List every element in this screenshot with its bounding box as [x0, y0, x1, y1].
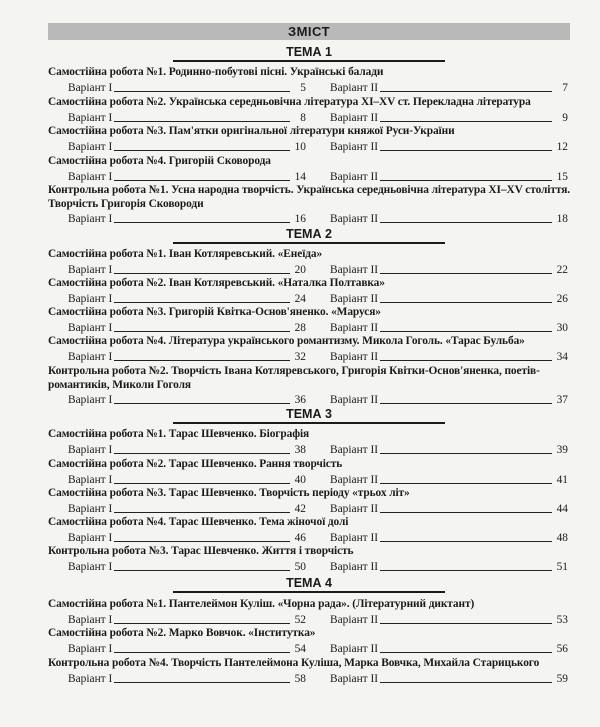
page-number: 8	[300, 111, 306, 124]
entry-title: Самостійна робота №2. Марко Вовчок. «Інститутка»	[48, 627, 316, 639]
entry-variants	[48, 672, 572, 686]
variant-2[interactable]: Варіант II 41	[330, 473, 568, 486]
entry-variants	[48, 170, 572, 184]
entry-title: Самостійна робота №1. Родинно-побутові пісні. Українські балади	[48, 66, 384, 78]
page-number: 16	[294, 213, 306, 225]
topic-heading-1	[48, 44, 570, 62]
page-number: 52	[294, 613, 306, 626]
entry-variants	[48, 321, 572, 335]
variant-2[interactable]: Варіант II 18	[330, 213, 568, 225]
page-number: 32	[294, 350, 306, 363]
entry-title: Самостійна робота №1. Іван Котляревський. «Енеїда»	[48, 248, 323, 260]
page-number: 37	[556, 394, 568, 406]
topic-heading-text: ТЕМА 1	[286, 45, 332, 59]
page-number: 46	[294, 531, 306, 544]
page-number: 44	[556, 502, 568, 515]
variant-1[interactable]: Варіант I 24	[68, 292, 306, 305]
toc-entry[interactable]	[48, 184, 572, 226]
variant-2[interactable]: Варіант II 53	[330, 613, 568, 626]
topic-underline	[173, 422, 445, 424]
topic-heading-3	[48, 406, 570, 424]
variant-2[interactable]: Варіант II 9	[330, 111, 568, 124]
page-number: 48	[556, 531, 568, 544]
page-number: 10	[294, 140, 306, 153]
entry-title: Контрольна робота №2. Творчість Івана Котляревського, Григорія Квітки-Основ'яненка, поетів-романтиків, Миколи Гоголя	[48, 365, 540, 391]
variant-1[interactable]: Варіант I 14	[68, 170, 306, 183]
entry-title: Самостійна робота №1. Тарас Шевченко. Біографія	[48, 428, 310, 440]
variant-1[interactable]: Варіант I 32	[68, 350, 306, 363]
toc-entry[interactable]	[48, 428, 572, 457]
topic-underline	[173, 591, 445, 593]
entry-title: Самостійна робота №4. Григорій Сковорода	[48, 155, 271, 167]
toc-entry[interactable]	[48, 125, 572, 154]
page-number: 42	[294, 502, 306, 515]
variant-1[interactable]: Варіант I 58	[68, 672, 306, 685]
page-number: 51	[556, 560, 568, 573]
variant-1[interactable]: Варіант I 50	[68, 560, 306, 573]
entry-variants	[48, 292, 572, 306]
page-number: 30	[556, 321, 568, 334]
entry-title: Самостійна робота №3. Григорій Квітка-Основ'яненко. «Маруся»	[48, 306, 381, 318]
variant-1[interactable]: Варіант I 5	[68, 81, 306, 94]
variant-1[interactable]: Варіант I 36	[68, 394, 306, 406]
page-number: 18	[556, 213, 568, 225]
variant-1[interactable]: Варіант I 40	[68, 473, 306, 486]
entry-title: Самостійна робота №2. Українська середньовічна література XI–XV ст. Перекладна література	[48, 96, 531, 108]
variant-2[interactable]: Варіант II 44	[330, 502, 568, 515]
entry-title: Контрольна робота №1. Усна народна творчість. Українська середньовічна література XI–XV століття. Творчість Григорія Сковороди	[48, 184, 571, 210]
page-number: 5	[300, 81, 306, 94]
topic-underline	[173, 242, 445, 244]
page-number: 53	[556, 613, 568, 626]
toc-entry[interactable]	[48, 66, 572, 95]
entry-title: Контрольна робота №3. Тарас Шевченко. Життя і творчість	[48, 545, 354, 557]
variant-2[interactable]: Варіант II 56	[330, 642, 568, 655]
page-number: 22	[556, 263, 568, 276]
topic-underline	[173, 60, 445, 62]
page-number: 38	[294, 443, 306, 456]
toc-entry[interactable]	[48, 306, 572, 335]
variant-1[interactable]: Варіант I 54	[68, 642, 306, 655]
toc-entry[interactable]	[48, 487, 572, 516]
toc-entry[interactable]	[48, 545, 572, 574]
entry-variants	[48, 393, 572, 407]
entry-title: Самостійна робота №2. Іван Котляревський. «Наталка Полтавка»	[48, 277, 385, 289]
entry-title: Самостійна робота №4. Тарас Шевченко. Тема жіночої долі	[48, 516, 349, 528]
topic-heading-text: ТЕМА 2	[286, 227, 332, 241]
page-number: 9	[562, 111, 568, 124]
entry-title: Контрольна робота №4. Творчість Пантелеймона Куліша, Марка Вовчка, Михайла Старицького	[48, 657, 540, 669]
variant-2[interactable]: Варіант II 48	[330, 531, 568, 544]
toc-entry[interactable]	[48, 627, 572, 656]
variant-1[interactable]: Варіант I 46	[68, 531, 306, 544]
entry-variants	[48, 81, 572, 95]
entry-variants	[48, 111, 572, 125]
variant-2[interactable]: Варіант II 7	[330, 81, 568, 94]
entry-variants	[48, 613, 572, 627]
entry-variants	[48, 473, 572, 487]
entry-variants	[48, 502, 572, 516]
variant-1[interactable]: Варіант I 42	[68, 502, 306, 515]
variant-2[interactable]: Варіант II 30	[330, 321, 568, 334]
page-number: 24	[294, 292, 306, 305]
variant-1[interactable]: Варіант I 52	[68, 613, 306, 626]
toc-entry[interactable]	[48, 277, 572, 306]
variant-1[interactable]: Варіант I 8	[68, 111, 306, 124]
toc-entry[interactable]	[48, 248, 572, 277]
toc-entry[interactable]	[48, 96, 572, 125]
page-number: 14	[294, 170, 306, 183]
entry-variants	[48, 212, 572, 226]
toc-entry[interactable]	[48, 458, 572, 487]
variant-1[interactable]: Варіант I 10	[68, 140, 306, 153]
toc-entry[interactable]	[48, 598, 572, 627]
toc-entry[interactable]	[48, 335, 572, 364]
topic-heading-text: ТЕМА 4	[286, 576, 332, 590]
entry-title: Самостійна робота №2. Тарас Шевченко. Рання творчість	[48, 458, 343, 470]
variant-1[interactable]: Варіант I 16	[68, 213, 306, 225]
page-number: 36	[294, 394, 306, 406]
page-number: 20	[294, 263, 306, 276]
page-number: 54	[294, 642, 306, 655]
variant-2[interactable]: Варіант II 51	[330, 560, 568, 573]
entry-title: Самостійна робота №3. Тарас Шевченко. Творчість періоду «трьох літ»	[48, 487, 410, 499]
topic-heading-text: ТЕМА 3	[286, 407, 332, 421]
entry-title: Самостійна робота №1. Пантелеймон Куліш. «Чорна рада». (Літературний диктант)	[48, 598, 475, 610]
toc-entry[interactable]	[48, 657, 572, 686]
page-number: 39	[556, 443, 568, 456]
page-number: 15	[556, 170, 568, 183]
page-number: 28	[294, 321, 306, 334]
page-number: 41	[556, 473, 568, 486]
entry-title: Самостійна робота №3. Пам'ятки оригінальної літератури княжої Руси-України	[48, 125, 455, 137]
entry-variants	[48, 140, 572, 154]
toc-entry[interactable]	[48, 155, 572, 184]
entry-variants	[48, 263, 572, 277]
variant-2[interactable]: Варіант II 22	[330, 263, 568, 276]
page-number: 58	[294, 672, 306, 685]
variant-2[interactable]: Варіант II 59	[330, 672, 568, 685]
toc-entry[interactable]	[48, 365, 572, 407]
variant-1[interactable]: Варіант I 20	[68, 263, 306, 276]
page-number: 40	[294, 473, 306, 486]
variant-2[interactable]: Варіант II 26	[330, 292, 568, 305]
page-number: 7	[562, 81, 568, 94]
topic-heading-2	[48, 226, 570, 244]
entry-variants	[48, 531, 572, 545]
page-number: 59	[556, 672, 568, 685]
variant-2[interactable]: Варіант II 39	[330, 443, 568, 456]
page-number: 50	[294, 560, 306, 573]
variant-1[interactable]: Варіант I 28	[68, 321, 306, 334]
entry-variants	[48, 642, 572, 656]
page-number: 34	[556, 350, 568, 363]
entry-variants	[48, 350, 572, 364]
toc-entry[interactable]	[48, 516, 572, 545]
topic-heading-4	[48, 575, 570, 593]
variant-2[interactable]: Варіант II 12	[330, 140, 568, 153]
page-number: 12	[556, 140, 568, 153]
entry-variants	[48, 560, 572, 574]
variant-2[interactable]: Варіант II 37	[330, 394, 568, 406]
entry-title: Самостійна робота №4. Література українського романтизму. Микола Гоголь. «Тарас Бульба»	[48, 335, 525, 347]
entry-variants	[48, 443, 572, 457]
page-number: 56	[556, 642, 568, 655]
variant-2[interactable]: Варіант II 34	[330, 350, 568, 363]
page-number: 26	[556, 292, 568, 305]
variant-1[interactable]: Варіант I 38	[68, 443, 306, 456]
variant-2[interactable]: Варіант II 15	[330, 170, 568, 183]
contents-title: ЗМІСТ	[48, 23, 570, 40]
